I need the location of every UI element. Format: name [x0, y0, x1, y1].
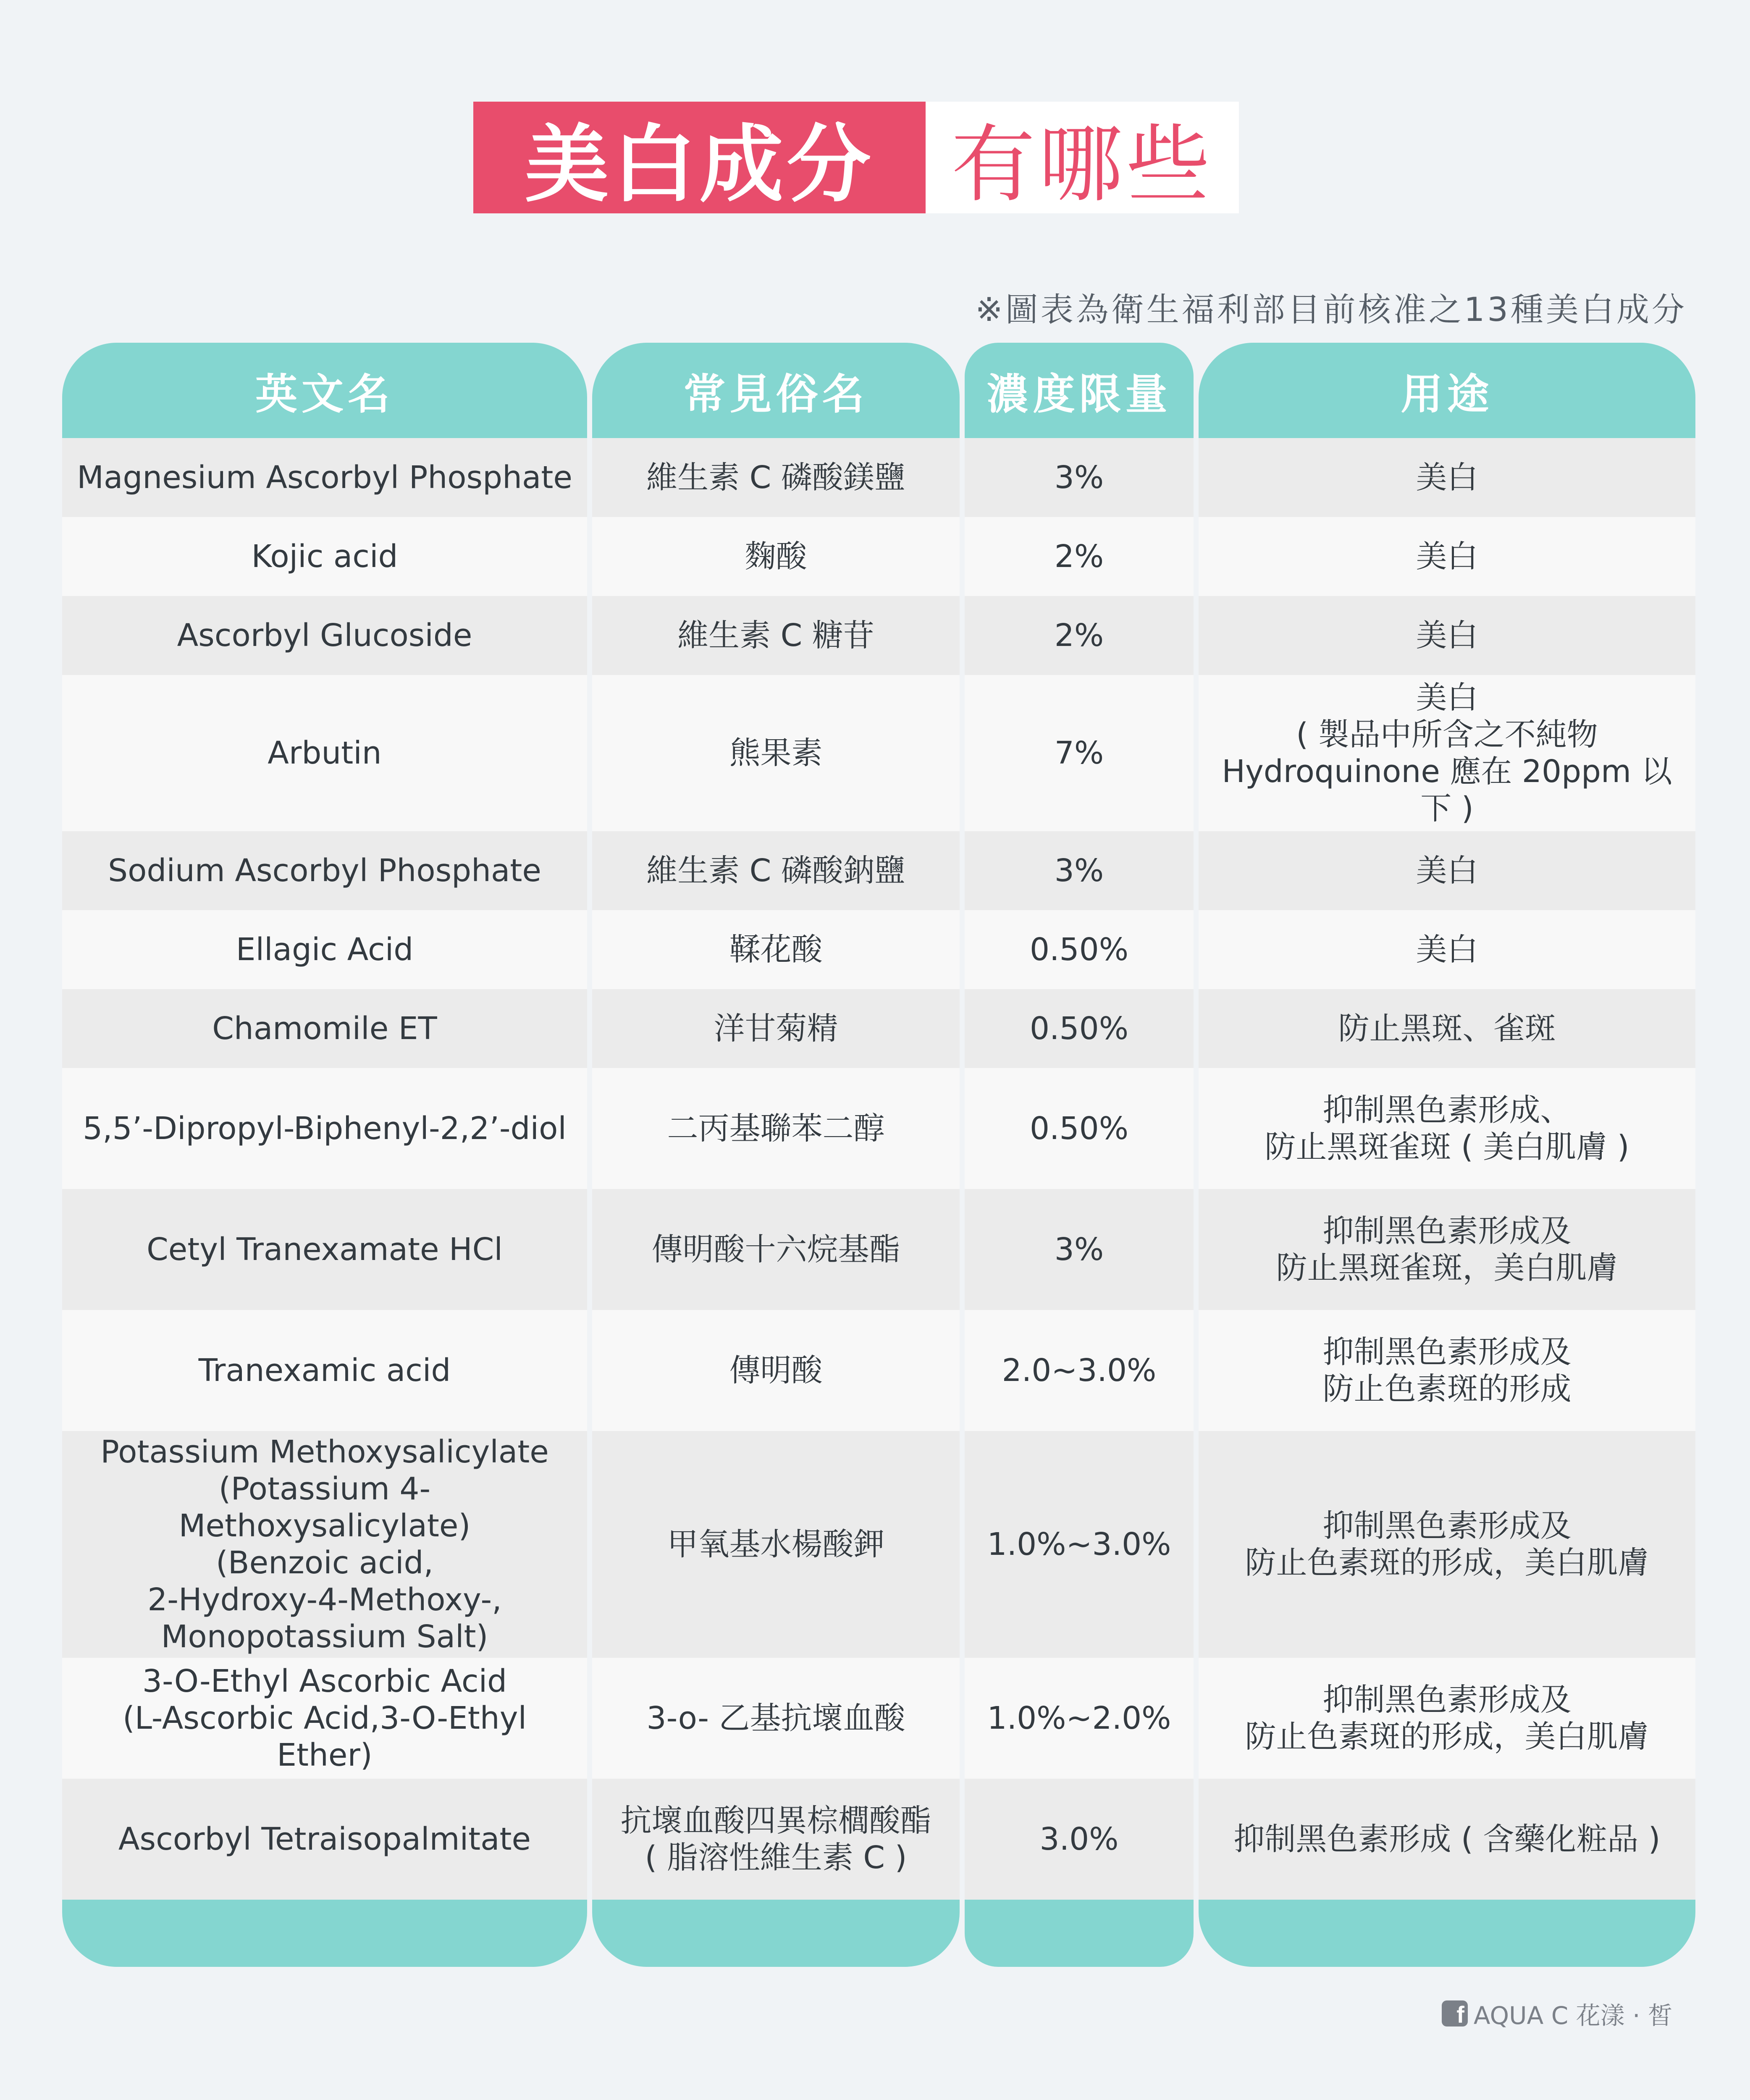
column-english-name — [62, 343, 587, 1967]
cell-common-name: 熊果素 — [592, 675, 960, 831]
cell-usage: 抑制黑色素形成及 防止色素斑的形成，美白肌膚 — [1199, 1431, 1695, 1658]
page-title — [473, 102, 1239, 213]
cell-concentration: 2% — [965, 517, 1194, 596]
header-concentration: 濃度限量 — [965, 343, 1194, 438]
ingredients-table — [62, 343, 1695, 1967]
cell-usage: 美白 — [1199, 438, 1695, 517]
source-note: ※圖表為衛生福利部目前核准之13種美白成分 — [975, 291, 1687, 329]
column-common-name — [592, 343, 960, 1967]
cell-concentration: 1.0%~2.0% — [965, 1658, 1194, 1779]
brand-name: AQUA C 花漾 · 皙 — [1473, 2001, 1672, 2030]
cell-usage: 美白 — [1199, 517, 1695, 596]
header-common-name: 常見俗名 — [592, 343, 960, 438]
cell-concentration: 3% — [965, 831, 1194, 910]
cell-english-name: Sodium Ascorbyl Phosphate — [62, 831, 587, 910]
cell-concentration: 3.0% — [965, 1779, 1194, 1900]
cell-common-name: 3-o- 乙基抗壞血酸 — [592, 1658, 960, 1779]
cell-english-name: 3-O-Ethyl Ascorbic Acid (L-Ascorbic Acid,3-O-Ethyl Ether) — [62, 1658, 587, 1779]
cell-concentration: 0.50% — [965, 910, 1194, 989]
cell-common-name: 維生素 C 磷酸鈉鹽 — [592, 831, 960, 910]
column-usage — [1199, 343, 1695, 1967]
cell-common-name: 二丙基聯苯二醇 — [592, 1068, 960, 1189]
cell-common-name: 洋甘菊精 — [592, 989, 960, 1068]
cell-common-name: 維生素 C 磷酸鎂鹽 — [592, 438, 960, 517]
cell-usage: 美白 — [1199, 596, 1695, 675]
title-highlight: 美白成分 — [473, 102, 926, 213]
column-footer — [1199, 1900, 1695, 1967]
cell-common-name: 傳明酸十六烷基酯 — [592, 1189, 960, 1310]
cell-english-name: Potassium Methoxysalicylate (Potassium 4-Methoxysalicylate) (Benzoic acid, 2-Hydroxy-4-Methoxy-, Monopotassium Salt) — [62, 1431, 587, 1658]
header-usage: 用途 — [1199, 343, 1695, 438]
cell-concentration: 7% — [965, 675, 1194, 831]
cell-usage: 美白 — [1199, 910, 1695, 989]
cell-english-name: Kojic acid — [62, 517, 587, 596]
cell-concentration: 0.50% — [965, 989, 1194, 1068]
cell-english-name: Arbutin — [62, 675, 587, 831]
cell-english-name: Cetyl Tranexamate HCl — [62, 1189, 587, 1310]
cell-common-name: 麴酸 — [592, 517, 960, 596]
cell-english-name: Ellagic Acid — [62, 910, 587, 989]
cell-concentration: 3% — [965, 438, 1194, 517]
column-footer — [62, 1900, 587, 1967]
cell-english-name: 5,5’-Dipropyl-Biphenyl-2,2’-diol — [62, 1068, 587, 1189]
cell-common-name: 維生素 C 糖苷 — [592, 596, 960, 675]
cell-concentration: 2% — [965, 596, 1194, 675]
cell-usage: 抑制黑色素形成及 防止黑斑雀斑，美白肌膚 — [1199, 1189, 1695, 1310]
cell-usage: 美白 — [1199, 831, 1695, 910]
column-body — [965, 438, 1194, 1900]
column-concentration — [965, 343, 1194, 1967]
cell-usage: 抑制黑色素形成、 防止黑斑雀斑 ( 美白肌膚 ) — [1199, 1068, 1695, 1189]
column-body — [1199, 438, 1695, 1900]
cell-common-name: 傳明酸 — [592, 1310, 960, 1431]
cell-common-name: 鞣花酸 — [592, 910, 960, 989]
cell-usage: 抑制黑色素形成 ( 含藥化粧品 ) — [1199, 1779, 1695, 1900]
cell-usage: 防止黑斑、雀斑 — [1199, 989, 1695, 1068]
title-suffix: 有哪些 — [926, 102, 1239, 213]
column-body — [592, 438, 960, 1900]
cell-english-name: Ascorbyl Glucoside — [62, 596, 587, 675]
cell-usage: 抑制黑色素形成及 防止色素斑的形成 — [1199, 1310, 1695, 1431]
column-body — [62, 438, 587, 1900]
cell-english-name: Chamomile ET — [62, 989, 587, 1068]
cell-common-name: 甲氧基水楊酸鉀 — [592, 1431, 960, 1658]
header-english-name: 英文名 — [62, 343, 587, 438]
column-footer — [592, 1900, 960, 1967]
cell-concentration: 3% — [965, 1189, 1194, 1310]
facebook-icon: f — [1442, 2000, 1468, 2026]
cell-english-name: Ascorbyl Tetraisopalmitate — [62, 1779, 587, 1900]
cell-concentration: 0.50% — [965, 1068, 1194, 1189]
cell-concentration: 2.0~3.0% — [965, 1310, 1194, 1431]
cell-concentration: 1.0%~3.0% — [965, 1431, 1194, 1658]
column-footer — [965, 1900, 1194, 1967]
cell-english-name: Magnesium Ascorbyl Phosphate — [62, 438, 587, 517]
cell-english-name: Tranexamic acid — [62, 1310, 587, 1431]
cell-usage: 美白 ( 製品中所含之不純物 Hydroquinone 應在 20ppm 以下 ) — [1199, 675, 1695, 831]
cell-common-name: 抗壞血酸四異棕櫚酸酯 ( 脂溶性維生素 C ) — [592, 1779, 960, 1900]
brand-footer — [1442, 1996, 1672, 2031]
cell-usage: 抑制黑色素形成及 防止色素斑的形成，美白肌膚 — [1199, 1658, 1695, 1779]
